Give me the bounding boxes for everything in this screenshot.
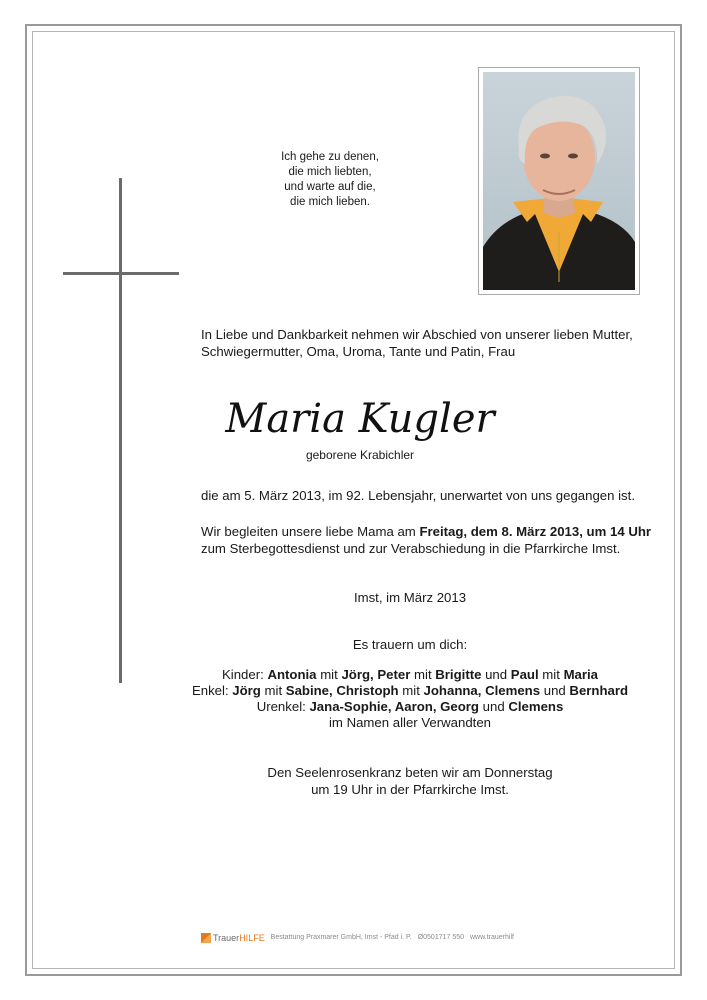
footer xyxy=(201,931,521,945)
footer-web: www.trauerhilf xyxy=(469,934,514,941)
intro-text xyxy=(201,326,641,360)
name: Clemens xyxy=(508,699,564,714)
ceremony-info xyxy=(201,523,661,557)
connector: mit xyxy=(538,667,564,682)
cross-vertical-bar xyxy=(119,178,122,683)
mourners-children xyxy=(170,667,650,683)
portrait-illustration xyxy=(483,72,635,290)
ceremony-line-1 xyxy=(201,523,661,540)
label: Kinder: xyxy=(221,667,268,682)
motto-line: und warte auf die, xyxy=(284,181,376,193)
mourners-heading: Es trauern um dich: xyxy=(352,637,468,652)
label: Enkel: xyxy=(191,683,233,698)
rosary-line: Den Seelenrosenkranz beten wir am Donnerstag xyxy=(267,765,553,780)
name: Jörg xyxy=(232,683,261,698)
death-notice: die am 5. März 2013, im 92. Lebensjahr, unerwartet von uns gegangen ist. xyxy=(201,488,635,503)
name: Jana-Sophie, Aaron, Georg xyxy=(309,699,479,714)
connector: und xyxy=(478,699,509,714)
connector: mit xyxy=(410,667,436,682)
mourners-grandchildren xyxy=(170,683,650,699)
intro-line: Schwiegermutter, Oma, Uroma, Tante und Patin, Frau xyxy=(201,344,516,359)
label: Urenkel: xyxy=(256,699,310,714)
footer-company: Bestattung Praxmarer GmbH, Imst - Pfad i. P. xyxy=(270,934,412,941)
connector: und xyxy=(481,667,511,682)
portrait-photo xyxy=(483,72,635,290)
name: Bernhard xyxy=(569,683,629,698)
intro-line: In Liebe und Dankbarkeit nehmen wir Abschied von unserer lieben Mutter, xyxy=(201,327,633,342)
rosary-info xyxy=(250,764,570,798)
name: Sabine, Christoph xyxy=(285,683,399,698)
trauerhilfe-logo-icon xyxy=(201,933,211,943)
mourners-closing: im Namen aller Verwandten xyxy=(329,715,491,730)
name: Brigitte xyxy=(435,667,482,682)
mourners-list xyxy=(170,667,650,731)
footer-phone: Ø0501717 550 xyxy=(417,934,465,941)
name: Jörg, Peter xyxy=(341,667,411,682)
connector: mit xyxy=(260,683,286,698)
name: Paul xyxy=(510,667,539,682)
connector: und xyxy=(540,683,570,698)
portrait-frame xyxy=(478,67,640,295)
place-date: Imst, im März 2013 xyxy=(353,590,467,605)
maiden-name: geborene Krabichler xyxy=(305,448,415,462)
motto-line: die mich liebten, xyxy=(288,166,372,178)
ceremony-line-2: zum Sterbegottesdienst und zur Verabschiedung in die Pfarrkirche Imst. xyxy=(201,541,621,556)
deceased-name: Maria Kugler xyxy=(225,396,495,442)
brand-trauer: Trauer xyxy=(213,933,240,943)
name: Maria xyxy=(563,667,599,682)
motto-verse xyxy=(260,150,400,210)
ceremony-datetime: Freitag, dem 8. März 2013, um 14 Uhr xyxy=(419,524,652,539)
name: Johanna, Clemens xyxy=(423,683,541,698)
motto-line: die mich lieben. xyxy=(290,196,370,208)
rosary-line: um 19 Uhr in der Pfarrkirche Imst. xyxy=(311,782,509,797)
name: Antonia xyxy=(267,667,317,682)
connector: mit xyxy=(398,683,424,698)
cross-horizontal-bar xyxy=(63,272,179,275)
ceremony-text: Wir begleiten unsere liebe Mama am xyxy=(201,524,420,539)
mourners-great-grandchildren xyxy=(170,699,650,715)
connector: mit xyxy=(316,667,342,682)
brand-hilfe: HILFE xyxy=(239,933,265,943)
motto-line: Ich gehe zu denen, xyxy=(281,151,379,163)
